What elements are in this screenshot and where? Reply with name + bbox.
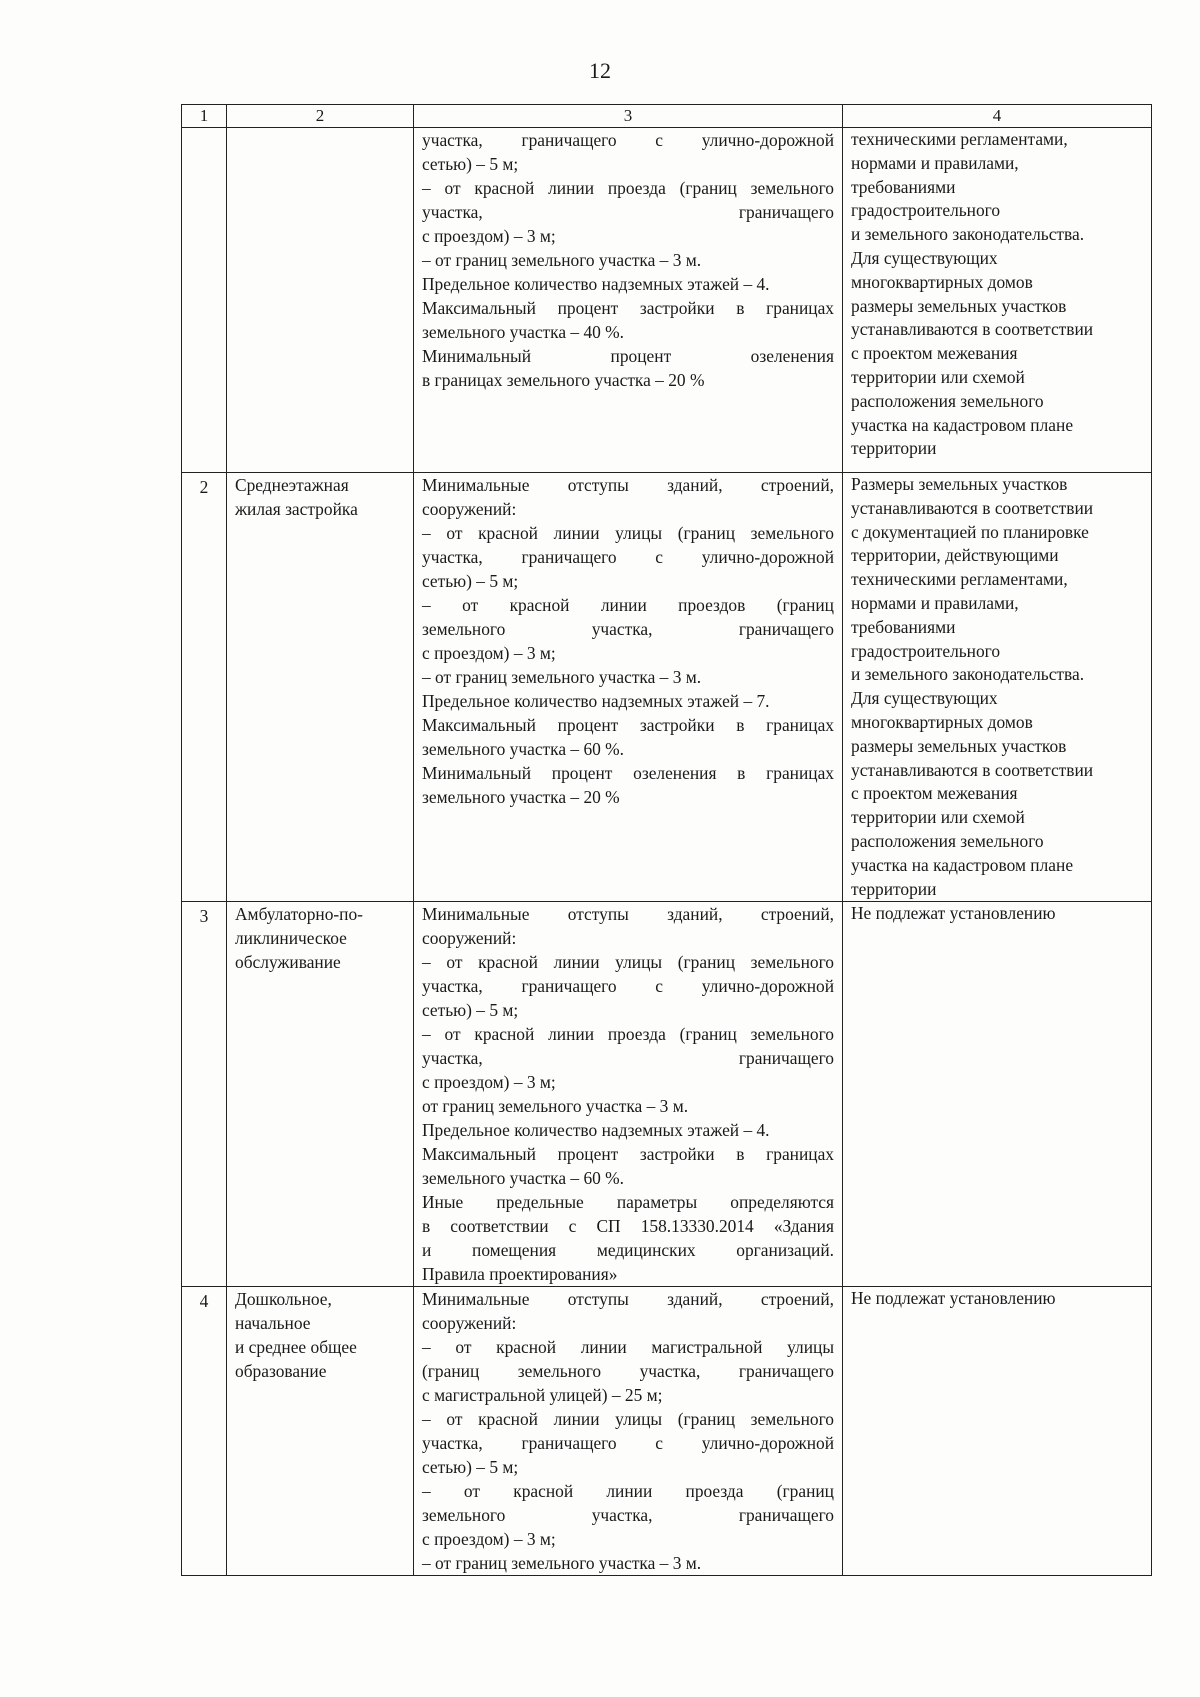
parameter-line: земельного участка – 60 %. (422, 1168, 625, 1189)
parameter-line: участка, граничащего с улично-дорожной (422, 1433, 834, 1454)
plot-size-line: с проектом межевания (851, 343, 1018, 364)
parameter-line: сооружений: (422, 928, 517, 949)
plot-size-line: нормами и правилами, (851, 152, 1019, 173)
header-cell-2: 2 (227, 105, 414, 128)
plot-size-line: техническими регламентами, (851, 569, 1068, 590)
parameter-line: – от красной линии улицы (границ земельного (422, 1409, 834, 1430)
parameter-line: – от красной линии улицы (границ земельного (422, 523, 834, 543)
plot-size-line: размеры земельных участков (851, 735, 1067, 756)
parameter-line: с магистральной улицей) – 25 м; (422, 1385, 663, 1406)
land-use-name-line: Среднеэтажная (235, 475, 349, 495)
parameter-line: – от красной линии проезда (границ земельного (422, 178, 834, 198)
parameter-line: сетью) – 5 м; (422, 1457, 519, 1478)
parameter-line: Предельное количество надземных этажей – 7. (422, 691, 770, 711)
parameter-line: – от границ земельного участка – 3 м. (422, 250, 702, 270)
row-number: 3 (182, 902, 227, 1287)
parameter-line: (границ земельного участка, граничащего (422, 1361, 834, 1382)
plot-size-line: многоквартирных домов (851, 271, 1033, 292)
land-use-name (227, 128, 414, 473)
regulations-table (181, 104, 1152, 1576)
table-header-row (182, 105, 1152, 128)
parameter-line: Минимальные отступы зданий, строений, (422, 475, 834, 495)
plot-size-line: устанавливаются в соответствии (851, 497, 1094, 518)
parameter-line: Максимальный процент застройки в границах (422, 1144, 834, 1165)
plot-size-line: требованиями (851, 176, 956, 197)
plot-size-line: Не подлежат установлению (851, 1288, 1056, 1309)
parameter-line: участка, граничащего с улично-дорожной (422, 130, 834, 150)
parameter-line: Максимальный процент застройки в границах (422, 298, 834, 318)
parameter-line: сооружений: (422, 1313, 517, 1334)
parameter-line: – от границ земельного участка – 3 м. (422, 1553, 702, 1574)
plot-size-requirements (843, 1287, 1152, 1576)
parameter-line: с проездом) – 3 м; (422, 226, 556, 246)
land-use-name-line: начальное (235, 1313, 311, 1334)
parameter-line: с проездом) – 3 м; (422, 1529, 556, 1550)
land-use-name-line: обслуживание (235, 952, 341, 973)
header-cell-1: 1 (182, 105, 227, 128)
plot-size-line: территории (851, 878, 937, 899)
parameter-line: участка, граничащего с улично-дорожной (422, 976, 834, 997)
plot-size-line: требованиями (851, 616, 956, 637)
limit-parameters (414, 473, 843, 902)
parameter-line: земельного участка – 40 %. (422, 322, 625, 342)
plot-size-line: участка на кадастровом плане (851, 414, 1074, 435)
parameter-line: сооружений: (422, 499, 517, 519)
parameter-line: и помещения медицинских организаций. (422, 1240, 834, 1261)
land-use-name-line: образование (235, 1361, 327, 1382)
plot-size-line: территории или схемой (851, 807, 1025, 828)
plot-size-line: с проектом межевания (851, 783, 1018, 804)
parameter-line: Правила проектирования» (422, 1264, 618, 1285)
parameter-line: – от красной линии улицы (границ земельного (422, 952, 834, 973)
plot-size-line: Для существующих (851, 247, 998, 268)
plot-size-line: нормами и правилами, (851, 592, 1019, 613)
parameter-line: сетью) – 5 м; (422, 1000, 519, 1021)
parameter-line: участка, граничащего (422, 1048, 834, 1069)
limit-parameters (414, 1287, 843, 1576)
plot-size-line: Для существующих (851, 688, 998, 709)
parameter-line: земельного участка, граничащего (422, 619, 834, 639)
parameter-line: – от красной линии проезда (границ земельного (422, 1024, 834, 1045)
table-row (182, 902, 1152, 1287)
parameter-line: сетью) – 5 м; (422, 154, 519, 174)
plot-size-line: расположения земельного (851, 830, 1044, 851)
table-row (182, 128, 1152, 473)
land-use-name-line: ликлиническое (235, 928, 347, 949)
plot-size-line: техническими регламентами, (851, 129, 1068, 149)
parameter-line: с проездом) – 3 м; (422, 643, 556, 663)
parameter-line: Иные предельные параметры определяются (422, 1192, 834, 1213)
parameter-line: участка, граничащего (422, 202, 834, 222)
parameter-line: Минимальный процент озеленения (422, 346, 834, 366)
plot-size-line: градостроительного (851, 200, 1001, 221)
parameter-line: земельного участка – 20 % (422, 787, 620, 807)
land-use-name-line: Амбулаторно-по- (235, 904, 363, 925)
plot-size-line: Не подлежат установлению (851, 903, 1056, 924)
plot-size-line: территории или схемой (851, 366, 1025, 387)
table-row (182, 473, 1152, 902)
row-number: 4 (182, 1287, 227, 1576)
plot-size-line: и земельного законодательства. (851, 664, 1085, 685)
plot-size-line: территории (851, 438, 937, 459)
plot-size-line: и земельного законодательства. (851, 224, 1085, 245)
parameter-line: Предельное количество надземных этажей – 4. (422, 1120, 770, 1141)
header-cell-3: 3 (414, 105, 843, 128)
plot-size-requirements (843, 473, 1152, 902)
limit-parameters (414, 128, 843, 473)
land-use-name-line: Дошкольное, (235, 1289, 332, 1310)
land-use-name-line: и среднее общее (235, 1337, 357, 1358)
parameter-line: участка, граничащего с улично-дорожной (422, 547, 834, 567)
plot-size-line: градостроительного (851, 640, 1001, 661)
parameter-line: – от красной линии магистральной улицы (422, 1337, 834, 1358)
plot-size-requirements (843, 128, 1152, 473)
plot-size-line: устанавливаются в соответствии (851, 319, 1094, 340)
plot-size-line: участка на кадастровом плане (851, 854, 1074, 875)
parameter-line: сетью) – 5 м; (422, 571, 519, 591)
table-row (182, 1287, 1152, 1576)
parameter-line: – от красной линии проездов (границ (422, 595, 834, 615)
plot-size-line: территории, действующими (851, 545, 1059, 566)
parameter-line: Минимальные отступы зданий, строений, (422, 904, 834, 925)
parameter-line: в границах земельного участка – 20 % (422, 370, 705, 390)
parameter-line: с проездом) – 3 м; (422, 1072, 556, 1093)
land-use-name (227, 1287, 414, 1576)
page-number: 12 (589, 58, 611, 83)
parameter-line: Максимальный процент застройки в границах (422, 715, 834, 735)
row-number (182, 128, 227, 473)
parameter-line: – от границ земельного участка – 3 м. (422, 667, 702, 687)
parameter-line: в соответствии с СП 158.13330.2014 «Здания (422, 1216, 834, 1237)
plot-size-line: размеры земельных участков (851, 295, 1067, 316)
row-number: 2 (182, 473, 227, 902)
plot-size-line: многоквартирных домов (851, 711, 1033, 732)
plot-size-line: расположения земельного (851, 390, 1044, 411)
parameter-line: Предельное количество надземных этажей – 4. (422, 274, 770, 294)
plot-size-line: с документацией по планировке (851, 521, 1089, 542)
plot-size-line: устанавливаются в соответствии (851, 759, 1094, 780)
land-use-name (227, 902, 414, 1287)
plot-size-line: Размеры земельных участков (851, 474, 1068, 494)
limit-parameters (414, 902, 843, 1287)
plot-size-requirements (843, 902, 1152, 1287)
header-cell-4: 4 (843, 105, 1152, 128)
parameter-line: земельного участка, граничащего (422, 1505, 834, 1526)
parameter-line: от границ земельного участка – 3 м. (422, 1096, 689, 1117)
parameter-line: – от красной линии проезда (границ (422, 1481, 834, 1502)
land-use-name (227, 473, 414, 902)
parameter-line: Минимальные отступы зданий, строений, (422, 1289, 834, 1310)
parameter-line: Минимальный процент озеленения в границах (422, 763, 834, 783)
parameter-line: земельного участка – 60 %. (422, 739, 625, 759)
land-use-name-line: жилая застройка (235, 499, 358, 519)
